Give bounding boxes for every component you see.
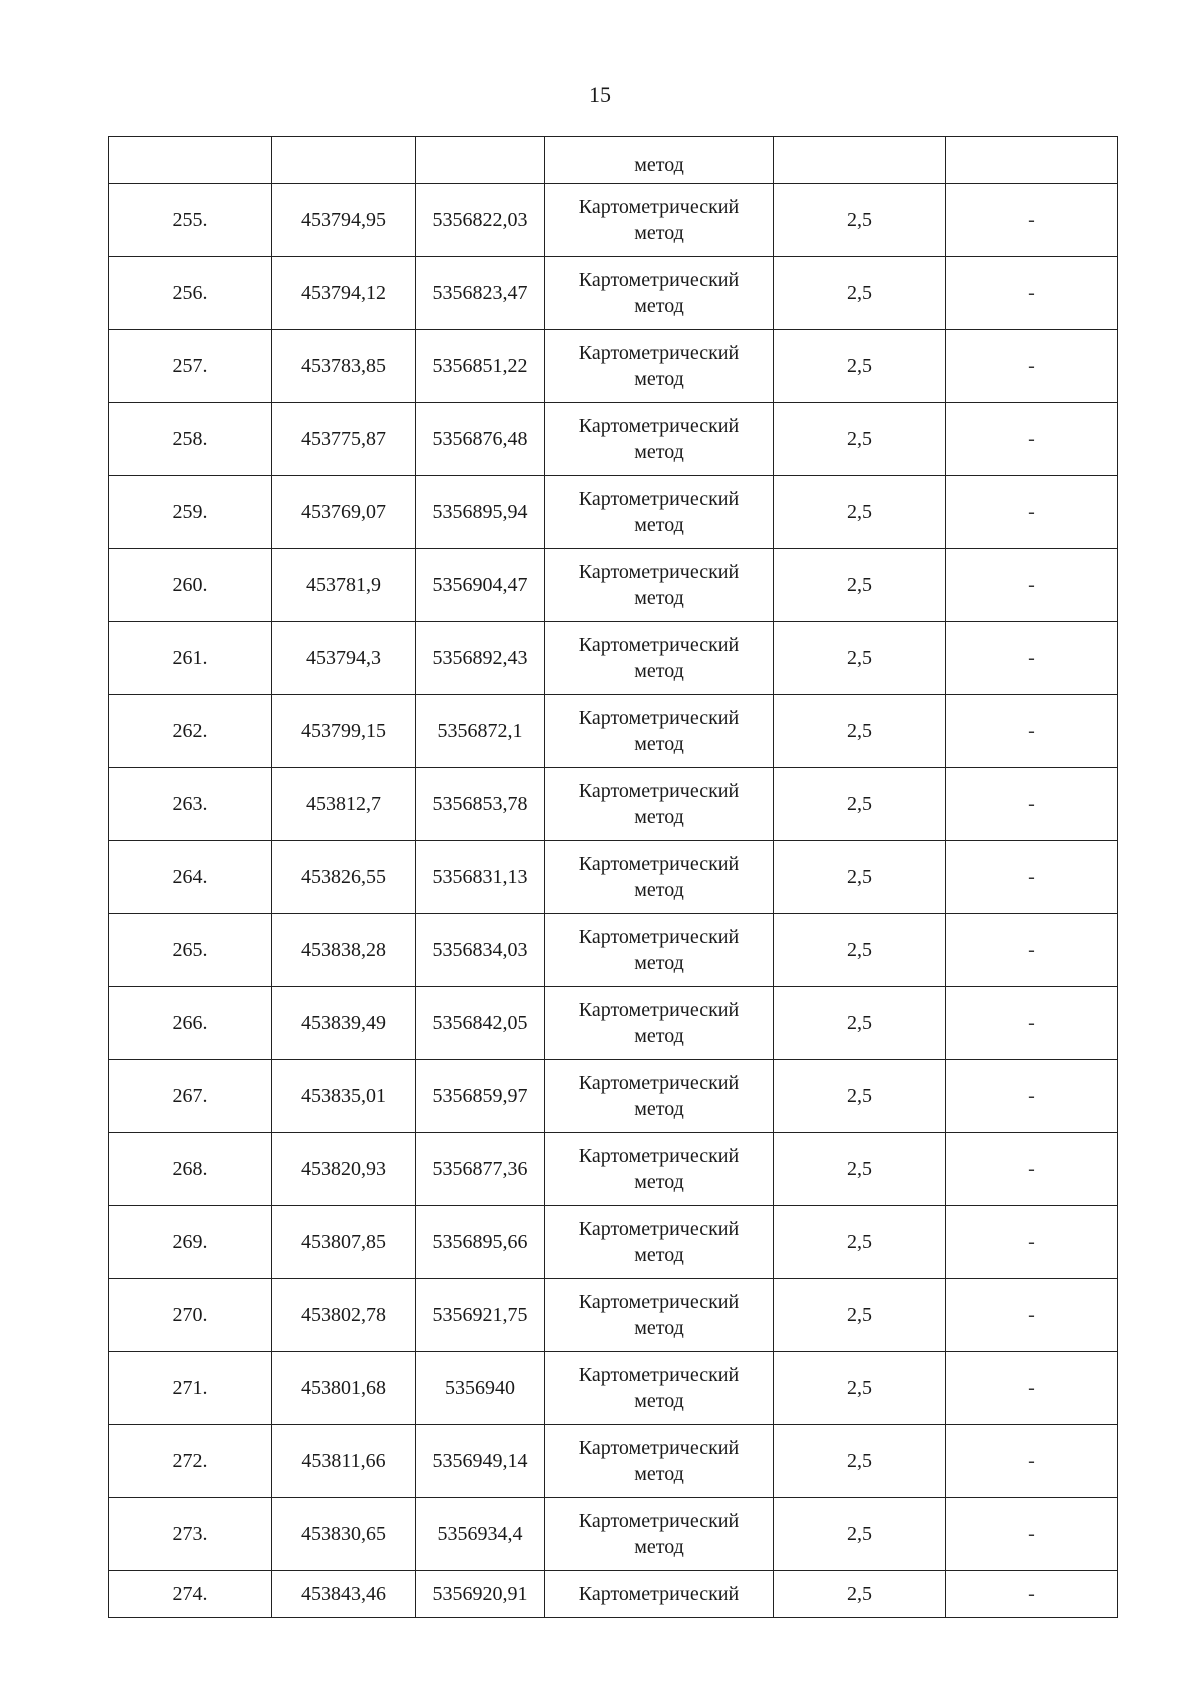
cell-point-number: 260. (109, 549, 272, 622)
cell-error: 2,5 (774, 622, 946, 695)
method-line-2: метод (634, 1390, 684, 1412)
cell-y-coordinate: 5356823,47 (416, 257, 545, 330)
method-line-1: Картометрический (578, 1437, 740, 1459)
cell-method: Картометрический (545, 1571, 774, 1618)
cell-x-coordinate: 453811,66 (272, 1425, 416, 1498)
cell-error: 2,5 (774, 1425, 946, 1498)
cell-note: - (946, 1352, 1118, 1425)
cell-y-coordinate: 5356842,05 (416, 987, 545, 1060)
cell-note: - (946, 1571, 1118, 1618)
cell-y-coordinate: 5356822,03 (416, 184, 545, 257)
method-line-1: Картометрический (578, 269, 740, 291)
method-line-1: Картометрический (578, 1291, 740, 1313)
method-line-2: метод (634, 1025, 684, 1047)
cell-error: 2,5 (774, 987, 946, 1060)
cell-error: 2,5 (774, 1498, 946, 1571)
method-line-2: метод (634, 952, 684, 974)
table-row (109, 403, 1118, 476)
cell-y-coordinate: 5356859,97 (416, 1060, 545, 1133)
method-line-1: Картометрический (578, 634, 740, 656)
cell-note: - (946, 549, 1118, 622)
method-line-2: метод (634, 441, 684, 463)
cell-note: - (946, 1279, 1118, 1352)
cell-note (946, 137, 1118, 184)
cell-note: - (946, 403, 1118, 476)
cell-y-coordinate: 5356949,14 (416, 1425, 545, 1498)
table-row (109, 1352, 1118, 1425)
cell-point-number: 269. (109, 1206, 272, 1279)
table-row (109, 330, 1118, 403)
cell-error: 2,5 (774, 1133, 946, 1206)
table-row (109, 1279, 1118, 1352)
cell-y-coordinate (416, 137, 545, 184)
cell-note: - (946, 1206, 1118, 1279)
method-line-1: Картометрический (578, 196, 740, 218)
cell-x-coordinate: 453812,7 (272, 768, 416, 841)
cell-x-coordinate: 453807,85 (272, 1206, 416, 1279)
method-line-2: метод (634, 514, 684, 536)
cell-point-number (109, 137, 272, 184)
cell-method (545, 768, 774, 841)
cell-x-coordinate: 453775,87 (272, 403, 416, 476)
cell-method (545, 841, 774, 914)
cell-note: - (946, 841, 1118, 914)
table-row (109, 549, 1118, 622)
cell-note: - (946, 987, 1118, 1060)
method-line-1: Картометрический (578, 1072, 740, 1094)
table-row (109, 476, 1118, 549)
cell-note: - (946, 330, 1118, 403)
cell-x-coordinate: 453843,46 (272, 1571, 416, 1618)
cell-point-number: 262. (109, 695, 272, 768)
cell-point-number: 273. (109, 1498, 272, 1571)
cell-error: 2,5 (774, 257, 946, 330)
cell-error: 2,5 (774, 1206, 946, 1279)
method-line-1: Картометрический (578, 1510, 740, 1532)
method-line-2: метод (634, 1171, 684, 1193)
cell-error: 2,5 (774, 549, 946, 622)
cell-error: 2,5 (774, 914, 946, 987)
cell-point-number: 259. (109, 476, 272, 549)
cell-error: 2,5 (774, 476, 946, 549)
cell-error: 2,5 (774, 1279, 946, 1352)
table-row (109, 914, 1118, 987)
cell-x-coordinate: 453801,68 (272, 1352, 416, 1425)
cell-point-number: 267. (109, 1060, 272, 1133)
cell-note: - (946, 1425, 1118, 1498)
cell-x-coordinate: 453830,65 (272, 1498, 416, 1571)
cell-y-coordinate: 5356831,13 (416, 841, 545, 914)
cell-x-coordinate: 453783,85 (272, 330, 416, 403)
cell-method (545, 184, 774, 257)
method-line-1: Картометрический (578, 999, 740, 1021)
cell-x-coordinate: 453794,12 (272, 257, 416, 330)
coordinates-table (108, 136, 1118, 1618)
method-line-1: Картометрический (578, 342, 740, 364)
cell-error: 2,5 (774, 1060, 946, 1133)
cell-method (545, 1352, 774, 1425)
cell-method (545, 549, 774, 622)
cell-error: 2,5 (774, 768, 946, 841)
cell-y-coordinate: 5356877,36 (416, 1133, 545, 1206)
cell-y-coordinate: 5356920,91 (416, 1571, 545, 1618)
method-line-1: Картометрический (578, 1364, 740, 1386)
table-row (109, 695, 1118, 768)
cell-note: - (946, 257, 1118, 330)
cell-note: - (946, 768, 1118, 841)
table-row (109, 1498, 1118, 1571)
cell-point-number: 258. (109, 403, 272, 476)
table-row-last (109, 1571, 1118, 1618)
table-row (109, 1060, 1118, 1133)
cell-x-coordinate: 453838,28 (272, 914, 416, 987)
method-line-2: метод (634, 733, 684, 755)
method-line-2: метод (634, 1536, 684, 1558)
cell-point-number: 274. (109, 1571, 272, 1618)
method-line-2: метод (634, 1098, 684, 1120)
cell-error: 2,5 (774, 184, 946, 257)
cell-note: - (946, 1498, 1118, 1571)
method-line-2: метод (634, 1244, 684, 1266)
method-line-1: Картометрический (578, 780, 740, 802)
cell-point-number: 257. (109, 330, 272, 403)
cell-method (545, 1498, 774, 1571)
table-row (109, 987, 1118, 1060)
cell-method (545, 330, 774, 403)
cell-error: 2,5 (774, 1352, 946, 1425)
method-line-2: метод (634, 368, 684, 390)
cell-method (545, 914, 774, 987)
cell-note: - (946, 184, 1118, 257)
cell-note: - (946, 1133, 1118, 1206)
cell-x-coordinate: 453781,9 (272, 549, 416, 622)
cell-note: - (946, 695, 1118, 768)
cell-point-number: 272. (109, 1425, 272, 1498)
cell-method (545, 1133, 774, 1206)
cell-point-number: 256. (109, 257, 272, 330)
table-row-continuation (109, 137, 1118, 184)
method-line-2: метод (634, 222, 684, 244)
cell-method (545, 1425, 774, 1498)
method-line-1: Картометрический (578, 1145, 740, 1167)
cell-y-coordinate: 5356876,48 (416, 403, 545, 476)
cell-method (545, 695, 774, 768)
method-line-2: метод (634, 1317, 684, 1339)
cell-y-coordinate: 5356872,1 (416, 695, 545, 768)
cell-note: - (946, 476, 1118, 549)
cell-point-number: 265. (109, 914, 272, 987)
table-body (109, 137, 1118, 1618)
method-line-1: Картометрический (578, 926, 740, 948)
cell-x-coordinate: 453835,01 (272, 1060, 416, 1133)
cell-method (545, 257, 774, 330)
method-line-1: Картометрический (578, 415, 740, 437)
cell-method (545, 1060, 774, 1133)
table-row (109, 1425, 1118, 1498)
method-line-2: метод (634, 660, 684, 682)
cell-point-number: 271. (109, 1352, 272, 1425)
cell-error: 2,5 (774, 695, 946, 768)
cell-error: 2,5 (774, 403, 946, 476)
cell-x-coordinate: 453769,07 (272, 476, 416, 549)
cell-y-coordinate: 5356834,03 (416, 914, 545, 987)
table-row (109, 841, 1118, 914)
cell-y-coordinate: 5356921,75 (416, 1279, 545, 1352)
cell-point-number: 263. (109, 768, 272, 841)
cell-x-coordinate: 453794,3 (272, 622, 416, 695)
cell-y-coordinate: 5356892,43 (416, 622, 545, 695)
cell-point-number: 264. (109, 841, 272, 914)
cell-y-coordinate: 5356934,4 (416, 1498, 545, 1571)
cell-error: 2,5 (774, 1571, 946, 1618)
cell-x-coordinate: 453839,49 (272, 987, 416, 1060)
cell-x-coordinate: 453794,95 (272, 184, 416, 257)
cell-point-number: 270. (109, 1279, 272, 1352)
cell-point-number: 266. (109, 987, 272, 1060)
cell-y-coordinate: 5356895,94 (416, 476, 545, 549)
cell-y-coordinate: 5356895,66 (416, 1206, 545, 1279)
method-line-2: метод (634, 295, 684, 317)
method-line-1: Картометрический (578, 488, 740, 510)
cell-method (545, 403, 774, 476)
cell-y-coordinate: 5356853,78 (416, 768, 545, 841)
table-row (109, 768, 1118, 841)
method-line-2: метод (634, 879, 684, 901)
method-line-1: Картометрический (578, 1218, 740, 1240)
cell-point-number: 268. (109, 1133, 272, 1206)
cell-method: метод (545, 137, 774, 184)
method-line-2: метод (634, 587, 684, 609)
cell-note: - (946, 914, 1118, 987)
method-line-1: Картометрический (578, 853, 740, 875)
cell-method (545, 476, 774, 549)
table-row (109, 257, 1118, 330)
cell-error: 2,5 (774, 330, 946, 403)
cell-y-coordinate: 5356904,47 (416, 549, 545, 622)
cell-y-coordinate: 5356940 (416, 1352, 545, 1425)
cell-error (774, 137, 946, 184)
cell-x-coordinate: 453799,15 (272, 695, 416, 768)
cell-y-coordinate: 5356851,22 (416, 330, 545, 403)
method-line-1: Картометрический (578, 561, 740, 583)
cell-method (545, 1279, 774, 1352)
cell-method (545, 622, 774, 695)
method-line-2: метод (634, 806, 684, 828)
cell-x-coordinate: 453802,78 (272, 1279, 416, 1352)
method-line-2: метод (634, 1463, 684, 1485)
cell-method (545, 1206, 774, 1279)
cell-x-coordinate: 453826,55 (272, 841, 416, 914)
cell-x-coordinate (272, 137, 416, 184)
cell-note: - (946, 622, 1118, 695)
page-number: 15 (589, 82, 611, 107)
table-row (109, 622, 1118, 695)
method-line-1: Картометрический (578, 707, 740, 729)
cell-note: - (946, 1060, 1118, 1133)
cell-point-number: 255. (109, 184, 272, 257)
cell-x-coordinate: 453820,93 (272, 1133, 416, 1206)
table-row (109, 184, 1118, 257)
table-row (109, 1133, 1118, 1206)
cell-method (545, 987, 774, 1060)
table-row (109, 1206, 1118, 1279)
cell-error: 2,5 (774, 841, 946, 914)
cell-point-number: 261. (109, 622, 272, 695)
